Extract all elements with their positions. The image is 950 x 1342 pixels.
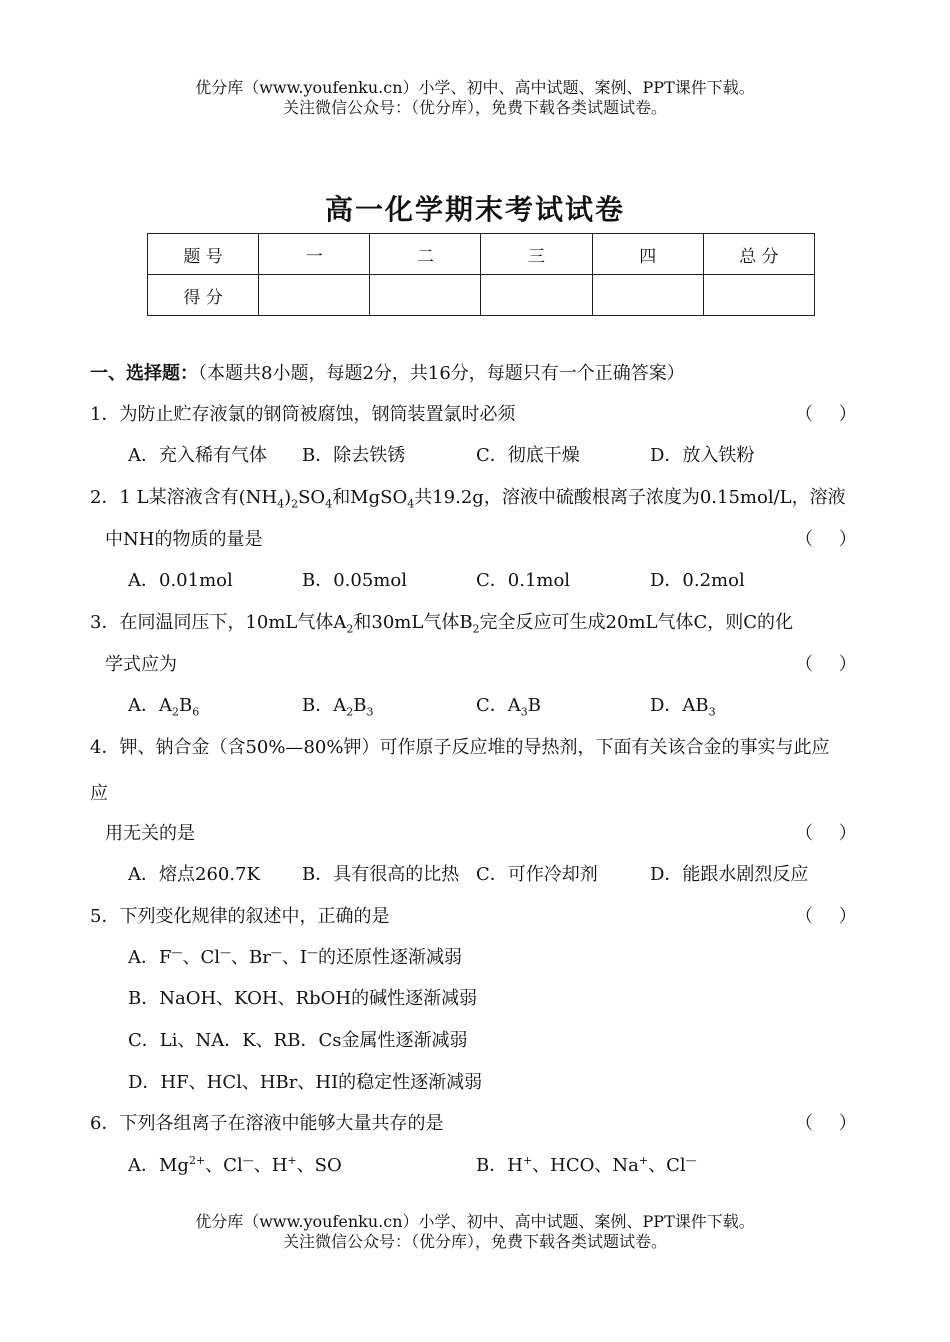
- question-4-text-line-2: 用无关的是: [105, 823, 195, 844]
- cell-section-1: 一: [259, 234, 370, 275]
- q6-opt-text: B．H: [476, 1155, 523, 1176]
- q3-subscript: 2: [472, 622, 480, 636]
- footer-line-2: 关注微信公众号：（优分库），免费下载各类试题试卷。: [282, 1232, 667, 1251]
- q2-subscript: 4: [407, 497, 415, 511]
- q4-option-a: A．熔点260.7K: [128, 864, 260, 885]
- section-1-note: （本题共8小题，每题2分，共16分，每题只有一个正确答案）: [198, 363, 685, 384]
- question-2-answer-slot: （ ）: [795, 529, 867, 550]
- page-footer: [0, 1212, 950, 1252]
- page-header: [0, 78, 950, 118]
- score-table-header-row: [148, 234, 815, 275]
- score-cell-3: [481, 275, 592, 316]
- q3-subscript: 2: [346, 622, 354, 636]
- section-1-title: 一、选择题：: [90, 363, 198, 384]
- question-4-text-wrap: 应: [90, 783, 108, 804]
- q5-opt-sup: —: [270, 946, 282, 959]
- question-1-answer-slot: （ ）: [795, 404, 867, 425]
- q5-opt-sup: —: [220, 946, 232, 959]
- q6-opt-text: 、Cl: [205, 1155, 243, 1176]
- q2-text-part: 和MgSO: [332, 487, 408, 508]
- q1-option-c: C．彻底干燥: [476, 445, 580, 466]
- cell-question-number-label: 题 号: [148, 234, 259, 275]
- q3-opt-text: D．AB: [650, 695, 709, 716]
- q5-option-d: D．HF、HCl、HBr、HI的稳定性逐渐减弱: [128, 1072, 483, 1093]
- score-table-score-row: [148, 275, 815, 316]
- question-4-text: [90, 736, 829, 760]
- header-line-2: 关注微信公众号：（优分库），免费下载各类试题试卷。: [282, 98, 667, 117]
- q2-option-a: A．0.01mol: [128, 570, 233, 591]
- q1-option-b: B．除去铁锈: [302, 445, 406, 466]
- q6-opt-text: 、SO: [296, 1155, 342, 1176]
- q6-opt-text: 、HCO、Na: [532, 1155, 639, 1176]
- q4-option-d: D．能跟水剧烈反应: [650, 864, 809, 885]
- q2-option-d: D．0.2mol: [650, 570, 745, 591]
- question-5-answer-slot: （ ）: [795, 906, 867, 927]
- q3-opt-sub: 6: [192, 705, 200, 719]
- q5-opt-text: A．F: [128, 947, 172, 968]
- score-cell-2: [370, 275, 481, 316]
- question-1-text: 1．为防止贮存液氯的钢筒被腐蚀，钢筒装置氯时必须: [90, 404, 516, 425]
- q1-option-d: D．放入铁粉: [650, 445, 755, 466]
- question-3-answer-slot: （ ）: [795, 654, 867, 675]
- q4-line-1: 4．钾、钠合金（含50%—80%钾）可作原子反应堆的导热剂，下面有关该合金的事实与此应: [90, 737, 830, 758]
- q3-opt-sub: 3: [708, 705, 716, 719]
- cell-section-3: 三: [481, 234, 592, 275]
- q5-option-c: C．Li、NA．K、RB．Cs金属性逐渐减弱: [128, 1030, 468, 1051]
- score-table: [147, 233, 815, 316]
- q5-opt-sup: —: [307, 946, 318, 959]
- q5-opt-text: 、Cl: [182, 947, 221, 968]
- q3-text-part: 和30mL气体B: [353, 612, 473, 633]
- q3-opt-text: B．A: [302, 695, 347, 716]
- question-3-text: [90, 611, 793, 635]
- q5-opt-text: 的还原性逐渐减弱: [318, 947, 462, 968]
- question-2-text-line-2: 中NH的物质的量是: [105, 529, 263, 550]
- q2-text-part: SO: [298, 487, 326, 508]
- header-line-1: 优分库（www.youfenku.cn）小学、初中、高中试题、案例、PPT课件下载。: [195, 78, 755, 97]
- q3-opt-sub: 2: [172, 705, 179, 719]
- q2-text-part: ): [284, 487, 292, 508]
- q6-opt-text: A．Mg: [128, 1155, 189, 1176]
- q4-option-c: C．可作冷却剂: [476, 864, 598, 885]
- score-cell-4: [592, 275, 703, 316]
- q6-opt-sup: —: [685, 1154, 697, 1167]
- question-6-text: 6．下列各组离子在溶液中能够大量共存的是: [90, 1113, 444, 1134]
- q2-subscript: 2: [291, 497, 299, 511]
- cell-total-label: 总 分: [703, 234, 814, 275]
- q6-opt-sup: +: [287, 1154, 297, 1167]
- q3-text-part: 完全反应可生成20mL气体C，则C的化: [479, 612, 794, 633]
- cell-section-2: 二: [370, 234, 481, 275]
- q6-opt-sup: —: [242, 1154, 254, 1167]
- q3-text-part: 3．在同温同压下，10mL气体A: [90, 612, 347, 633]
- question-2-text: [90, 486, 846, 510]
- q6-opt-text: 、H: [253, 1155, 288, 1176]
- q4-option-b: B．具有很高的比热: [302, 864, 460, 885]
- exam-title: 高一化学期末考试试卷: [324, 193, 625, 226]
- question-5-text: 5．下列变化规律的叙述中，正确的是: [90, 906, 390, 927]
- q3-opt-text: A．A: [128, 695, 172, 716]
- q6-opt-sup: +: [522, 1154, 533, 1167]
- q5-option-b: B．NaOH、KOH、RbOH的碱性逐渐减弱: [128, 988, 478, 1009]
- q2-option-b: B．0.05mol: [302, 570, 407, 591]
- q3-opt-text: B: [179, 695, 193, 716]
- q6-opt-text: 、Cl: [648, 1155, 686, 1176]
- q3-option-d: [650, 694, 716, 718]
- q3-opt-sub: 2: [346, 705, 354, 719]
- score-cell-1: [259, 275, 370, 316]
- q1-option-a: A．充入稀有气体: [128, 445, 267, 466]
- footer-line-1: 优分库（www.youfenku.cn）小学、初中、高中试题、案例、PPT课件下载。: [195, 1212, 755, 1231]
- q5-opt-text: 、I: [281, 947, 307, 968]
- question-6-answer-slot: （ ）: [795, 1113, 867, 1134]
- q2-text-part: 2．1 L某溶液含有(NH: [90, 487, 278, 508]
- q3-opt-text: C．A: [476, 695, 521, 716]
- section-1-heading: [90, 362, 685, 386]
- q5-opt-sup: —: [171, 946, 183, 959]
- q3-opt-sub: 3: [366, 705, 374, 719]
- q3-option-c: [476, 694, 541, 718]
- score-cell-total: [703, 275, 814, 316]
- q3-opt-text: B: [353, 695, 367, 716]
- q2-text-part: 共19.2g，溶液中硫酸根离子浓度为0.15mol/L，溶液: [414, 487, 846, 508]
- q3-option-a: [128, 694, 199, 718]
- q5-option-a: [128, 946, 462, 970]
- question-3-text-line-2: 学式应为: [105, 654, 177, 675]
- cell-section-4: 四: [592, 234, 703, 275]
- q6-option-a: [128, 1154, 342, 1178]
- q6-opt-sup: 2+: [188, 1154, 206, 1167]
- q3-opt-sub: 3: [520, 705, 528, 719]
- question-4-answer-slot: （ ）: [795, 823, 867, 844]
- q5-opt-text: 、Br: [231, 947, 271, 968]
- q6-option-b: [476, 1154, 697, 1178]
- q3-option-b: [302, 694, 373, 718]
- q2-subscript: 4: [277, 497, 285, 511]
- q6-opt-sup: +: [638, 1154, 649, 1167]
- q2-option-c: C．0.1mol: [476, 570, 571, 591]
- q2-subscript: 4: [325, 497, 333, 511]
- cell-score-label: 得 分: [148, 275, 259, 316]
- q3-opt-text: B: [527, 695, 542, 716]
